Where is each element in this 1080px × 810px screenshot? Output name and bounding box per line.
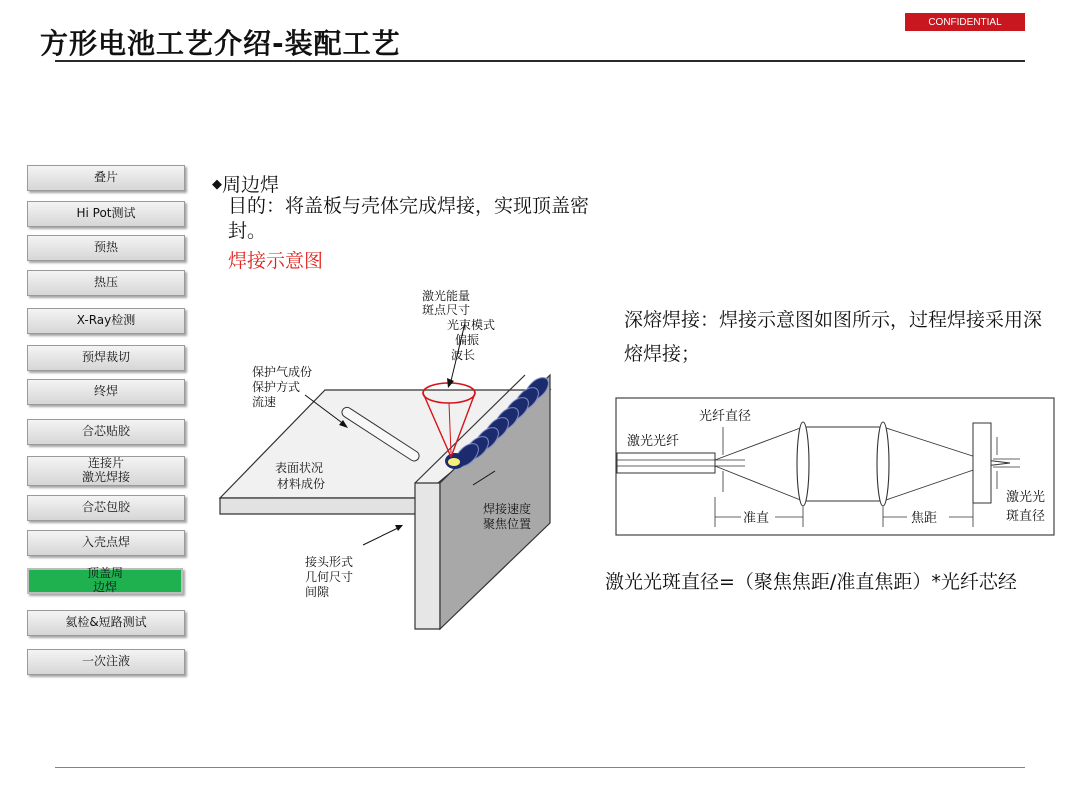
top-plate-front: [220, 498, 420, 514]
sidebar-item-first-injection[interactable]: [27, 649, 185, 675]
diagram-caption: 焊接示意图: [228, 250, 324, 272]
label-laser-energy: 激光能量: [422, 289, 471, 303]
side-wall-front: [415, 483, 440, 629]
sidebar-item-core-wrapping[interactable]: [27, 495, 185, 521]
spot-diameter-formula: 激光光斑直径=（聚焦焦距/准直焦距）*光纤芯经: [605, 571, 1017, 593]
weld-diagram: [215, 285, 555, 635]
sidebar-item-hipot-test[interactable]: [27, 201, 185, 227]
sidebar-item-label: 连接片 激光焊接: [81, 456, 130, 484]
label-protection-method: 保护方式: [252, 380, 301, 394]
sidebar-item-label: 叠片: [93, 170, 118, 185]
label-focus-position: 聚焦位置: [483, 517, 532, 531]
label-polarization: 偏振: [455, 333, 480, 347]
section-heading: ◆周边焊: [212, 174, 280, 196]
sidebar-item-label: 入壳点焊: [81, 535, 130, 550]
page-title: 方形电池工艺介绍-装配工艺: [40, 27, 401, 60]
fiber: [617, 453, 715, 473]
sidebar-item-label: 预焊裁切: [81, 350, 130, 365]
optics-diagram: [615, 397, 1057, 537]
sidebar-item-hot-press[interactable]: [27, 270, 185, 296]
sidebar-item-prewelding-cut[interactable]: [27, 345, 185, 371]
sidebar-item-top-cover-weld[interactable]: [27, 568, 183, 594]
label-spot-diameter-2: 斑直径: [1006, 509, 1046, 524]
sidebar-item-label: Hi Pot测试: [76, 206, 136, 221]
footer-divider: [55, 767, 1025, 768]
sidebar-item-label: 一次注液: [81, 654, 130, 669]
sidebar-item-final-weld[interactable]: [27, 379, 185, 405]
label-joint-type: 接头形式: [305, 555, 354, 569]
sidebar-item-label: 氦检&短路测试: [65, 615, 147, 630]
purpose-text: 目的：将盖板与壳体完成焊接，实现顶盖密封。: [228, 195, 590, 242]
title-divider: [55, 60, 1025, 62]
label-weld-speed: 焊接速度: [483, 502, 532, 516]
label-beam-mode: 光束模式: [447, 318, 496, 332]
deep-weld-description: 深熔焊接：焊接示意图如图所示，过程焊接采用深熔焊接；: [624, 309, 1043, 365]
workpiece: [973, 423, 991, 503]
sidebar-item-core-taping[interactable]: [27, 419, 185, 445]
label-fiber-diameter: 光纤直径: [699, 409, 752, 424]
label-material-composition: 材料成份: [277, 477, 326, 491]
label-spot-size: 斑点尺寸: [422, 303, 471, 317]
label-geometry: 几何尺寸: [305, 570, 354, 584]
label-wavelength: 波长: [451, 348, 476, 362]
label-surface-condition: 表面状况: [275, 461, 324, 475]
sidebar-item-label: 终焊: [93, 384, 118, 399]
sidebar-item-casing-spot-weld[interactable]: [27, 530, 185, 556]
diamond-bullet-icon: ◆: [212, 177, 222, 192]
sidebar-item-label: 合芯包胶: [81, 500, 130, 515]
collimating-lens: [797, 422, 809, 506]
label-gas-composition: 保护气成份: [252, 365, 313, 379]
label-spot-diameter-1: 激光光: [1006, 490, 1046, 505]
sidebar-item-label: 合芯贴胶: [81, 424, 130, 439]
sidebar-item-label: 预热: [93, 240, 118, 255]
sidebar-item-stacking[interactable]: [27, 165, 185, 191]
sidebar-item-connector-laser-weld[interactable]: [27, 456, 185, 486]
label-focal-length: 焦距: [911, 511, 938, 526]
label-gap: 间隙: [305, 585, 330, 599]
sidebar-item-helium-short-test[interactable]: [27, 610, 185, 636]
label-flow-rate: 流速: [252, 395, 277, 409]
sidebar-item-label: 热压: [93, 275, 118, 290]
sidebar-item-xray[interactable]: [27, 308, 185, 334]
sidebar-item-label: X-Ray检测: [76, 313, 136, 328]
sidebar-item-preheat[interactable]: [27, 235, 185, 261]
focusing-lens: [877, 422, 889, 506]
confidential-badge: CONFIDENTIAL: [905, 13, 1025, 31]
label-collimation: 准直: [743, 511, 770, 526]
label-laser-fiber: 激光光纤: [627, 434, 680, 449]
sidebar-item-label: 顶盖周 边焊: [86, 566, 123, 594]
